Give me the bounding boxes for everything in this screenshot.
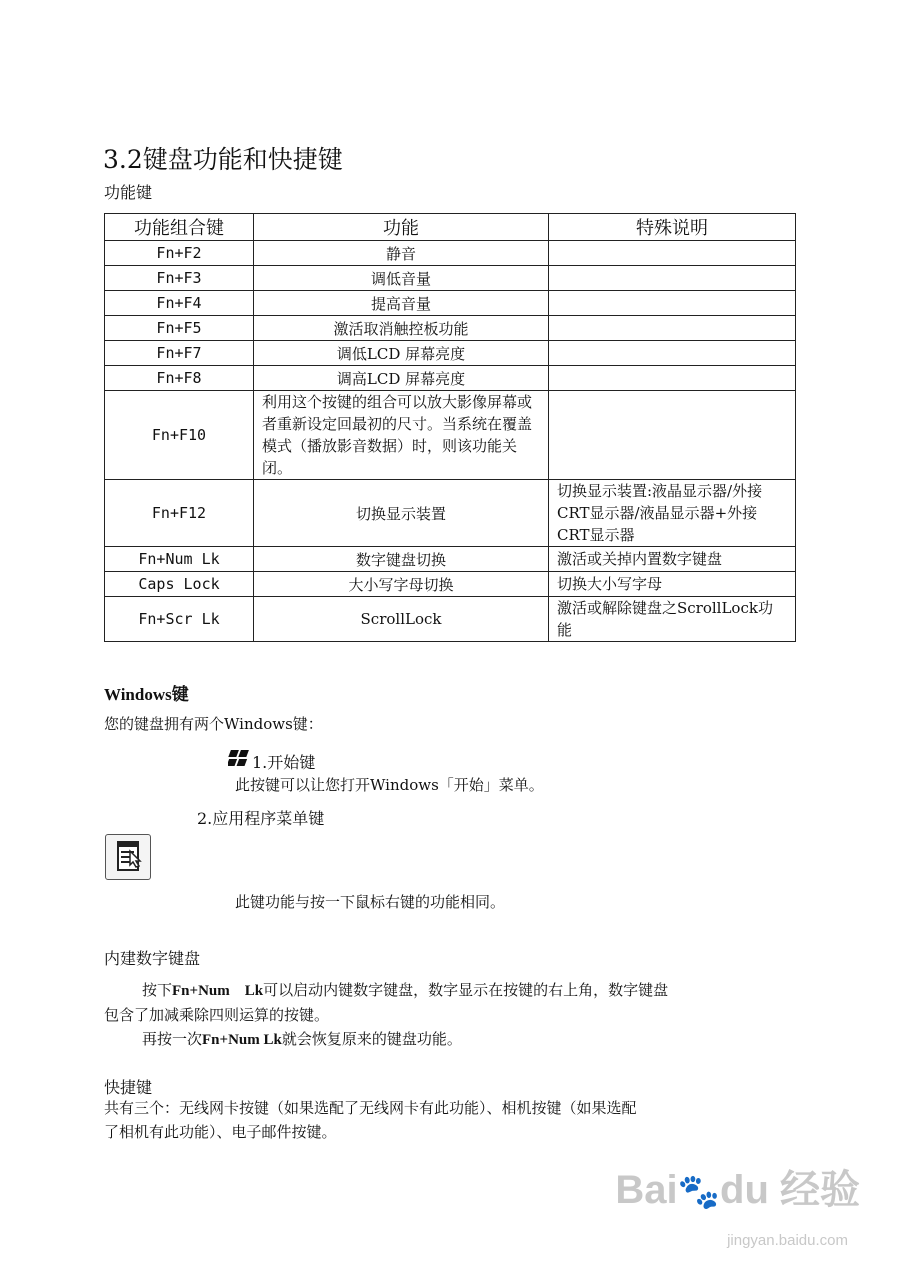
table-row [105, 547, 796, 572]
table-row [105, 572, 796, 597]
function-cell: ScrollLock [254, 597, 549, 642]
key-cell: Fn+F12 [105, 480, 254, 547]
table-row [105, 241, 796, 266]
start-key-desc: 此按键可以让您打开Windows「开始」菜单。 [235, 776, 544, 794]
key-cell: Fn+F5 [105, 316, 254, 341]
hotkeys-paragraph [104, 1096, 637, 1144]
function-cell: 调低LCD 屏幕亮度 [254, 341, 549, 366]
function-cell: 静音 [254, 241, 549, 266]
key-name: Fn+Num Lk [202, 1032, 282, 1048]
numpad-paragraph-1 [104, 978, 804, 1027]
note-cell [549, 316, 796, 341]
numpad-paragraph-2 [142, 1027, 462, 1052]
table-row [105, 366, 796, 391]
function-cell: 调低音量 [254, 266, 549, 291]
key-cell: Fn+F10 [105, 391, 254, 480]
note-cell [549, 241, 796, 266]
column-header: 功能 [254, 214, 549, 241]
note-cell: 激活或关掉内置数字键盘 [549, 547, 796, 572]
text: 再按一次 [142, 1030, 203, 1048]
table-row [105, 341, 796, 366]
function-cell: 提高音量 [254, 291, 549, 316]
key-cell: Fn+Num Lk [105, 547, 254, 572]
text: 就会恢复原来的键盘功能。 [281, 1030, 462, 1048]
hotkeys-heading: 快捷键 [104, 1078, 153, 1097]
text: 按下 [142, 981, 173, 999]
key-cell: Fn+F4 [105, 291, 254, 316]
key-cell: Fn+F2 [105, 241, 254, 266]
application-menu-key-icon [105, 834, 151, 880]
windows-intro: 您的键盘拥有两个Windows键： [104, 715, 323, 733]
function-cell: 调高LCD 屏幕亮度 [254, 366, 549, 391]
key-name: Fn+Num Lk [172, 983, 264, 999]
table-row [105, 291, 796, 316]
key-cell: Fn+F3 [105, 266, 254, 291]
text: 了相机有此功能）、电子邮件按键。 [104, 1123, 337, 1141]
windows-logo-icon [228, 749, 250, 771]
note-cell: 切换大小写字母 [549, 572, 796, 597]
table-row [105, 316, 796, 341]
note-cell [549, 266, 796, 291]
key-cell: Fn+Scr Lk [105, 597, 254, 642]
table-row [105, 266, 796, 291]
note-cell: 激活或解除键盘之ScrollLock功能 [549, 597, 796, 642]
numpad-heading: 内建数字键盘 [104, 949, 201, 968]
start-key-title: 1.开始键 [252, 753, 316, 772]
note-cell: 切换显示装置:液晶显示器/外接CRT显示器/液晶显示器+外接CRT显示器 [549, 480, 796, 547]
menu-key-desc: 此键功能与按一下鼠标右键的功能相同。 [235, 893, 506, 911]
function-key-table [104, 213, 796, 642]
key-cell: Fn+F8 [105, 366, 254, 391]
windows-key-heading: Windows键 [104, 685, 189, 704]
watermark-url: jingyan.baidu.com [727, 1232, 848, 1249]
page-title: 3.2键盘功能和快捷键 [103, 145, 343, 174]
key-cell: Fn+F7 [105, 341, 254, 366]
table-row [105, 480, 796, 547]
text: 包含了加减乘除四则运算的按键。 [104, 1006, 330, 1024]
function-cell: 激活取消触控板功能 [254, 316, 549, 341]
note-cell [549, 366, 796, 391]
note-cell [549, 341, 796, 366]
function-cell: 切换显示装置 [254, 480, 549, 547]
function-cell: 利用这个按键的组合可以放大影像屏幕或者重新设定回最初的尺寸。当系统在覆盖模式（播放影音数据）时，则该功能关闭。 [254, 391, 549, 480]
menu-key-title: 2.应用程序菜单键 [197, 809, 325, 828]
note-cell [549, 291, 796, 316]
table-row [105, 597, 796, 642]
key-cell: Caps Lock [105, 572, 254, 597]
function-cell: 大小写字母切换 [254, 572, 549, 597]
section-heading-fn-keys: 功能键 [104, 183, 153, 202]
text: 可以启动内键数字键盘，数字显示在按键的右上角，数字键盘 [263, 981, 669, 999]
table-row [105, 391, 796, 480]
text: 共有三个：无线网卡按键（如果选配了无线网卡有此功能）、相机按键（如果选配 [104, 1099, 637, 1117]
column-header: 特殊说明 [549, 214, 796, 241]
baidu-watermark-logo: Bai🐾du 经验 [615, 1168, 860, 1212]
function-cell: 数字键盘切换 [254, 547, 549, 572]
column-header: 功能组合键 [105, 214, 254, 241]
note-cell [549, 391, 796, 480]
